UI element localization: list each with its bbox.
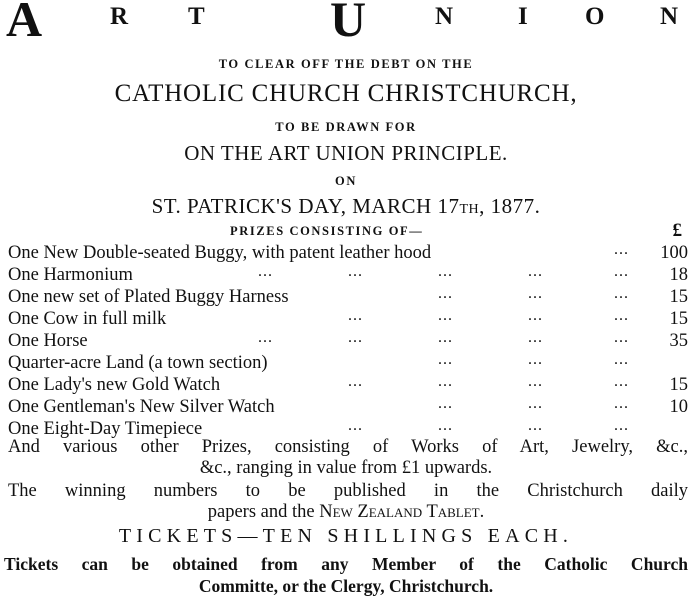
prize-name: One Horse: [8, 331, 88, 351]
winning-line2: [0, 501, 692, 523]
leader-dots: ...: [438, 417, 453, 434]
leader-dots: ...: [258, 329, 273, 346]
date-prefix: ST. PATRICK'S DAY, MARCH 17: [151, 194, 460, 218]
prize-amount: 35: [669, 331, 688, 351]
tickets-price: TICKETS—TEN SHILLINGS EACH.: [118, 525, 574, 547]
on-line: ON: [335, 174, 357, 188]
title-letter-t: T: [188, 3, 205, 30]
leader-dots: ...: [614, 329, 629, 346]
obtain-line1: Tickets can be obtained from any Member of the Catholic Church: [4, 554, 688, 574]
leader-dots: ...: [348, 263, 363, 280]
other-prizes-line2: &c., ranging in value from £1 upwards.: [199, 458, 493, 478]
leader-dots: ...: [348, 307, 363, 324]
leader-dots: ...: [528, 417, 543, 434]
title-letter-n: N: [435, 3, 454, 30]
draw-date: [0, 194, 692, 219]
prize-name: One Gentleman's New Silver Watch: [8, 397, 275, 417]
prize-name: One Eight-Day Timepiece: [8, 419, 203, 439]
leader-dots: ...: [528, 329, 543, 346]
leader-dots: ...: [614, 307, 629, 324]
prize-amount: 100: [660, 243, 688, 263]
leader-dots: ...: [438, 395, 453, 412]
leader-dots: ...: [258, 263, 273, 280]
prize-name: One Harmonium: [8, 265, 133, 285]
leader-dots: ...: [528, 351, 543, 368]
winning-line1: The winning numbers to be published in the Christchurch daily: [8, 481, 688, 501]
leader-dots: ...: [528, 395, 543, 412]
prize-name: One New Double-seated Buggy, with patent leather hood: [8, 243, 432, 263]
leader-dots: ...: [438, 307, 453, 324]
leader-dots: ...: [438, 285, 453, 302]
prize-amount: 15: [669, 287, 688, 307]
leader-dots: ...: [614, 263, 629, 280]
other-prizes-line1: And various other Prizes, consisting of Works of Art, Jewelry, &c.,: [8, 437, 688, 457]
leader-dots: ...: [528, 307, 543, 324]
prize-amount: 18: [669, 265, 688, 285]
leader-dots: ...: [348, 373, 363, 390]
leader-dots: ...: [348, 417, 363, 434]
title-letter-o: O: [585, 3, 605, 30]
drawn-for: TO BE DRAWN FOR: [275, 120, 417, 134]
leader-dots: ...: [614, 351, 629, 368]
tablet-name: New Zealand Tablet: [319, 502, 480, 522]
prize-name: Quarter-acre Land (a town section): [8, 353, 268, 373]
date-suffix: TH: [459, 202, 480, 217]
leader-dots: ...: [348, 329, 363, 346]
title-letter-u: U: [330, 0, 367, 47]
church-name: CATHOLIC CHURCH CHRISTCHURCH,: [114, 80, 578, 107]
prize-amount: 15: [669, 375, 688, 395]
winning-end: .: [479, 502, 485, 522]
subtitle-clear-debt: TO CLEAR OFF THE DEBT ON THE: [218, 57, 474, 71]
leader-dots: ...: [438, 329, 453, 346]
leader-dots: ...: [528, 373, 543, 390]
leader-dots: ...: [438, 351, 453, 368]
prize-name: One Cow in full milk: [8, 309, 167, 329]
list-item: [8, 330, 688, 352]
list-item: [8, 374, 688, 396]
leader-dots: ...: [614, 417, 629, 434]
title-letter-a: A: [6, 0, 43, 47]
leader-dots: ...: [528, 285, 543, 302]
prize-amount: 15: [669, 309, 688, 329]
currency-symbol: £: [672, 220, 682, 241]
principle-line: ON THE ART UNION PRINCIPLE.: [184, 141, 508, 165]
list-item: [8, 264, 688, 286]
leader-dots: ...: [614, 285, 629, 302]
leader-dots: ...: [438, 263, 453, 280]
leader-dots: ...: [528, 263, 543, 280]
leader-dots: ...: [614, 373, 629, 390]
prizes-heading: PRIZES CONSISTING OF—: [230, 224, 424, 238]
prize-name: One new set of Plated Buggy Harness: [8, 287, 289, 307]
date-year: , 1877.: [479, 194, 541, 218]
title-letter-r: R: [110, 3, 129, 30]
prize-amount: 10: [669, 397, 688, 417]
title-letter-i: I: [518, 3, 528, 30]
title-letter-n2: N: [660, 3, 679, 30]
winning-prefix: papers and the: [207, 502, 320, 522]
leader-dots: ...: [614, 241, 629, 258]
leader-dots: ...: [438, 373, 453, 390]
prize-name: One Lady's new Gold Watch: [8, 375, 221, 395]
leader-dots: ...: [614, 395, 629, 412]
obtain-line2: Committe, or the Clergy, Christchurch.: [198, 576, 494, 596]
